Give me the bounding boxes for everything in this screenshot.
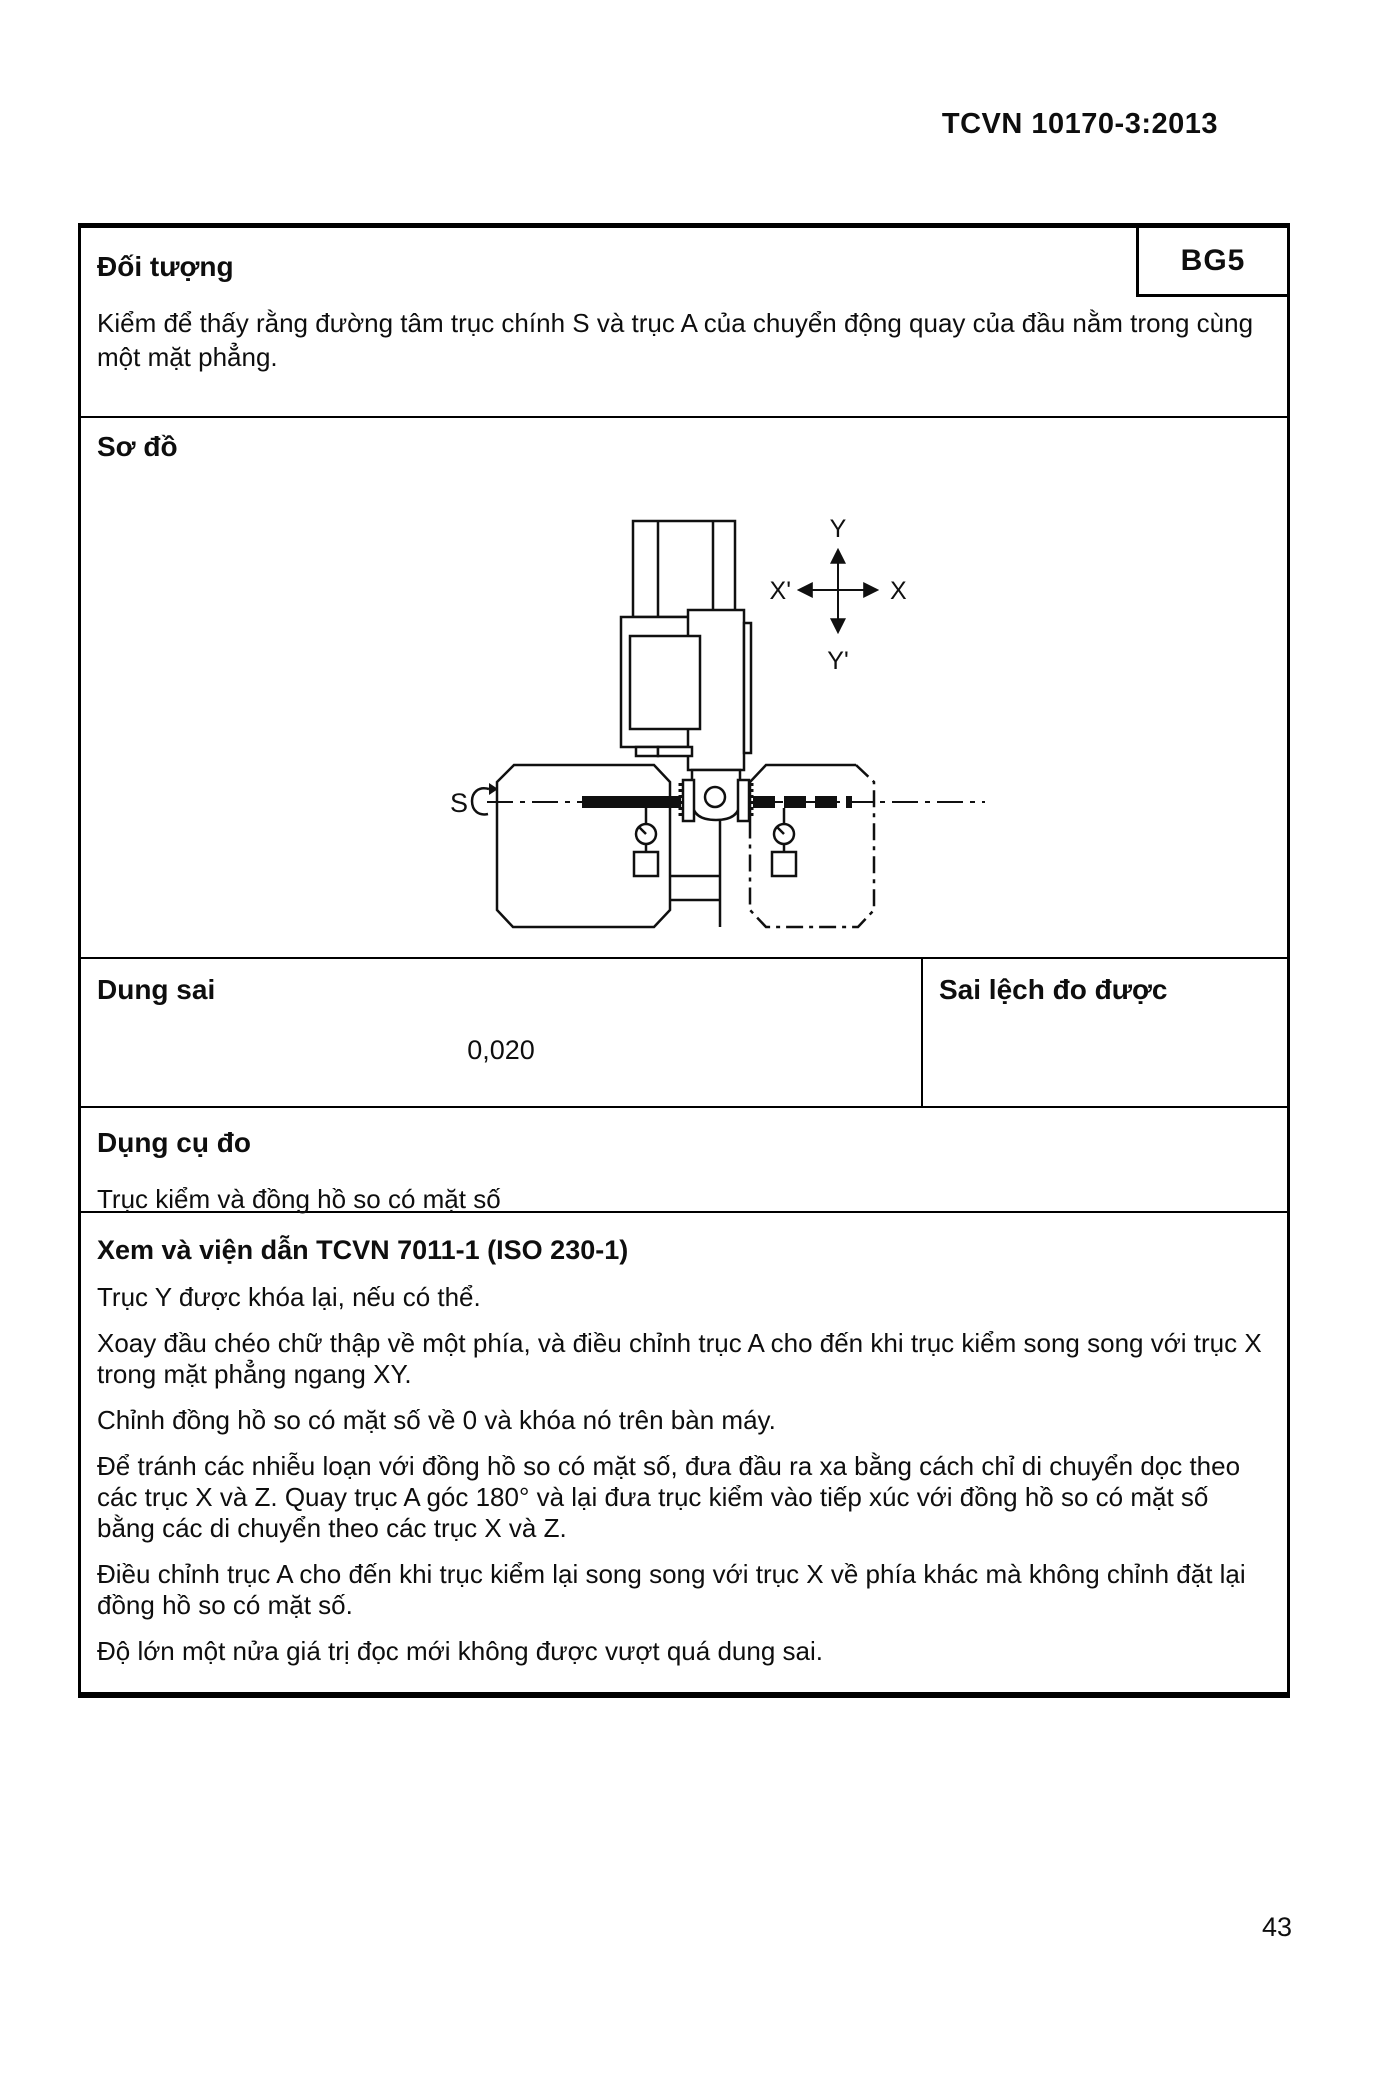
tolerance-row xyxy=(81,959,1287,1108)
dial-gauge-left xyxy=(634,808,658,876)
schema-row xyxy=(81,418,1287,959)
object-label: Đối tượng xyxy=(97,251,234,282)
dial-gauge-right xyxy=(772,808,796,876)
axis-label-y-prime: Y' xyxy=(827,647,849,675)
test-card-table xyxy=(78,223,1290,1698)
standard-reference: TCVN 10170-3:2013 xyxy=(941,108,1218,140)
test-code-box: BG5 xyxy=(1136,228,1287,297)
axis-label-s: S xyxy=(450,788,469,818)
procedure-row xyxy=(81,1233,1287,1712)
head-outline-solid xyxy=(497,765,670,927)
tolerance-label: Dung sai xyxy=(97,974,216,1005)
object-description: Kiểm để thấy rằng đường tâm trục chính S và trục A của chuyển động quay của đầu nằm trong cùng một mặt phẳng. xyxy=(97,308,1254,372)
head-outline-phantom-solid-part xyxy=(750,765,856,823)
axis-label-y: Y xyxy=(829,515,847,543)
procedure-paragraph: Trục Y được khóa lại, nếu có thể. xyxy=(97,1282,481,1312)
instrument-label: Dụng cụ đo xyxy=(97,1127,251,1158)
procedure-paragraph: Chỉnh đồng hồ so có mặt số về 0 và khóa nó trên bàn máy. xyxy=(97,1405,776,1435)
measured-deviation-label: Sai lệch đo được xyxy=(939,974,1168,1005)
object-row xyxy=(81,228,1287,418)
page-number: 43 xyxy=(1261,1912,1292,1942)
measured-deviation-cell xyxy=(923,959,1287,1106)
axis-label-x: X xyxy=(890,577,907,605)
head-outline-phantom xyxy=(750,765,874,927)
procedure-paragraph: Để tránh các nhiễu loạn với đồng hồ so có mặt số, đưa đầu ra xa bằng cách chỉ di chuyển dọc theo các trục X và Z. Quay trục A góc 180° và lại đưa trục kiểm vào tiếp xúc với đồng hồ so có mặt số bằng các di chuyển theo các trục X và Z. xyxy=(97,1451,1241,1543)
spindle-rotation-arrow xyxy=(472,783,498,814)
schema-label: Sơ đồ xyxy=(97,431,178,462)
tolerance-value: 0,020 xyxy=(467,1035,535,1065)
tolerance-cell xyxy=(81,959,923,1106)
instrument-row xyxy=(81,1108,1287,1213)
machine-column xyxy=(621,521,751,770)
test-mandrel-solid xyxy=(582,796,681,808)
instrument-value: Trục kiểm và đồng hồ so có mặt số xyxy=(97,1184,501,1214)
axis-cross xyxy=(800,551,876,631)
procedure-paragraph: Điều chỉnh trục A cho đến khi trục kiểm lại song song với trục X về phía khác mà không chỉnh đặt lại đồng hồ so có mặt số. xyxy=(97,1559,1246,1620)
procedure-paragraph: Độ lớn một nửa giá trị đọc mới không được vượt quá dung sai. xyxy=(97,1636,823,1666)
procedure-paragraph: Xoay đầu chéo chữ thập về một phía, và điều chỉnh trục A cho đến khi trục kiểm song song với trục X trong mặt phẳng ngang XY. xyxy=(97,1328,1262,1389)
schema-diagram xyxy=(435,473,1010,953)
a-axis-pivot xyxy=(683,770,749,821)
axis-label-x-prime: X' xyxy=(769,577,791,605)
procedure-heading: Xem và viện dẫn TCVN 7011-1 (ISO 230-1) xyxy=(97,1235,629,1265)
